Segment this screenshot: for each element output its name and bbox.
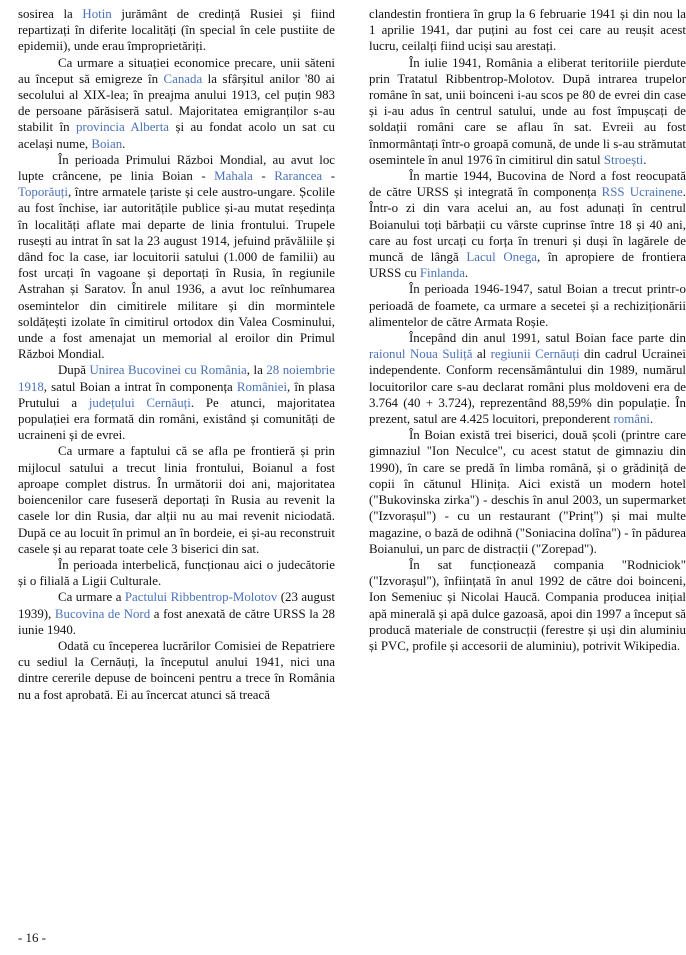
link[interactable]: Lacul Onega [466,250,537,265]
paragraph: Ca urmare a situației economice precare, unii săteni au început să emigreze în Canada la sfârșitul anilor '80 ai secolului al XIX-lea; în preajma anului 1913, cel puțin 983 de persoane părăsiseră satul. Majoritatea emigranților s-au stabilit în provincia Alberta și au fondat acolo un sat cu același nume, Boian. [18,55,335,151]
paragraph: Ca urmare a Pactului Ribbentrop-Molotov (23 august 1939), Bucovina de Nord a fost anexată de către URSS la 28 iunie 1940. [18,590,336,637]
paragraph: După Unirea Bucovinei cu România, la 28 noiembrie 1918, satul Boian a intrat în componența României, în plasa Prutului a județului Cernăuți. Pe atunci, majoritatea populației era formată din români, existând și comunități de ucraineni și de evrei. [18,363,335,443]
paragraph: În iulie 1941, România a eliberat teritoriile pierdute prin Tratatul Ribbentrop-Molotov. După intrarea trupelor române în sat, unii boinceni i-au scos pe 80 de evrei din case și i-au adus în centrul satului, unde au fost împușcați de soldații români care se aflau în sat. Evreii au fost înmormântați într-o groapă comună, de unde li s-au strămutat osemintele în anul 1976 în cimitirul din satul Stroești. [369,55,686,167]
link[interactable]: români [613,412,650,427]
paragraph: În perioada interbelică, funcționau aici o judecătorie și o filială a Ligii Culturale. [18,557,335,589]
link[interactable]: regiunii Cernăuți [490,347,580,362]
link[interactable]: României [236,379,288,394]
link[interactable]: raionul Noua Suliță [369,347,473,362]
link[interactable]: Bucovina de Nord [54,606,151,621]
paragraph: În perioada 1946-1947, satul Boian a trecut printr-o perioadă de foamete, ca urmare a secetei și a rechiziționării alimentelor de către Armata Roșie. [369,282,686,329]
link[interactable]: județului Cernăuți [88,395,191,410]
paragraph: Odată cu începerea lucrărilor Comisiei de Repatriere cu sediul la Cernăuți, la începutul anului 1941, nici una dintre cererile depuse de boinceni pentru a trece în România nu a fost aprobată. Ei au încercat atunci să treacă [18,638,335,702]
paragraph: Începând din anul 1991, satul Boian face parte din raionul Noua Suliță al regiunii Cernăuți din cadrul Ucrainei independente. Conform recensământului din 1989, numărul locuitorilor care s-au declarat români plus moldoveni era de 3.764 (40 + 3.724), reprezentând 88,59% din populație. În prezent, satul are 4.425 locuitori, preponderent români. [369,331,686,427]
link[interactable]: Canada [163,71,203,86]
paragraph: sosirea la Hotin jurământ de credință Rusiei și fiind repartizați în diferite localități (în special în cele pustiite de epidemii), unde erau împroprietăriți. [18,7,336,54]
link[interactable]: RSS Ucrainene [601,185,683,200]
link[interactable]: 28 noiembrie 1918 [18,363,335,394]
link[interactable]: Finlanda [419,266,465,281]
link[interactable]: Hotin [82,7,112,21]
paragraph: clandestin frontiera în grup la 6 februarie 1941 și din nou la 1 aprilie 1941, dar puțini au fost cei care au reușit acest lucru, ceilalți fiind uciși sau arestați. [369,7,686,54]
link[interactable]: Boian [91,136,123,151]
paragraph: Ca urmare a faptului că se afla pe frontieră și prin mijlocul satului a trecut linia frontului, Boianul a fost aproape complet distrus. În următorii doi ani, majoritatea boiencenilor care fuseseră deportați în Rusia au revenit la casele lor din Rusia, dar alții nu au mai revenit niciodată. După ce au locuit în primul an în bordeie, ei și-au reconstruit casele și au reparat toate cele 3 biserici din sat. [18,444,335,556]
paragraph: În martie 1944, Bucovina de Nord a fost reocupată de către URSS și integrată în componența RSS Ucrainene. Într-o zi din vara acelui an, au fost adunați în centrul Boianului toți bărbații cu vârste cuprinse între 18 și 40 ani, care au fost urcați cu forța în trenuri și duși în lagărele de muncă de lângă Lacul Onega, în apropiere de frontiera URSS cu Finlanda. [369,169,686,281]
page-number: - 16 - [18,931,46,945]
link[interactable]: Stroești [603,152,644,167]
paragraph: În perioada Primului Război Mondial, au avut loc lupte crâncene, pe linia Boian - Mahala - Rarancea - Toporăuți, între armatele țariste și cele austro-ungare. Școlile au fost închise, iar autoritățile publice și-au mutat reședința în localități aflate mai departe de linia frontului. Trupele rusești au intrat în sat la 23 august 1914, jefuind prăvăliile și dând foc la case, iar locuitorii satului (1.000 de familii) au fost urcați în vagoane și deportați în Rusia, în regiunile Astrahan și Saratov. În anul 1936, a avut loc reînhumarea osemintelor din cimitirele militare și din mormintele soldățești izolate în cimitirul ortodox din Valea Cosminului, unde a fost amenajat un memorial al eroilor din Primul Război Mondial. [18,152,335,362]
link[interactable]: Toporăuți [18,185,68,200]
link[interactable]: provincia Alberta [75,120,170,135]
link[interactable]: Mahala [214,169,253,184]
right-column [369,6,686,654]
paragraph: În Boian există trei biserici, două școli (printre care gimnaziul "Ion Neculce", cu acest statut de gimnaziu din 1990), în care se predă în limba română, și o grădiniță de copii în cătunul Hlinița. Aici există un modern hotel ("Bukovinska zirka") - deschis în anul 2003, un supermarket ("Izvorașul") - cu un restaurant ("Prinț") și mai multe magazine, o bază de odihnă ("Soniacina dolîna") - în pădurea Boianului, un parc de distracții ("Zorepad"). [369,428,686,556]
left-column [18,6,335,703]
link[interactable]: Pactului Ribbentrop-Molotov [124,590,278,605]
link[interactable]: Rarancea [274,169,323,184]
paragraph: În sat funcționează compania "Rodniciok" ("Izvorașul"), înființată în anul 1992 de către doi boinceni, Ion Semeniuc și Nicolai Haucă. Compania producea inițial apă minerală și apă dulce gazoasă, apoi din 1997 a început să producă materiale de construcții (ferestre și uși din aluminiu și PVC, profile și accesorii de aluminiu), potrivit Wikipedia. [369,557,686,653]
link[interactable]: Unirea Bucovinei cu România [89,363,247,378]
